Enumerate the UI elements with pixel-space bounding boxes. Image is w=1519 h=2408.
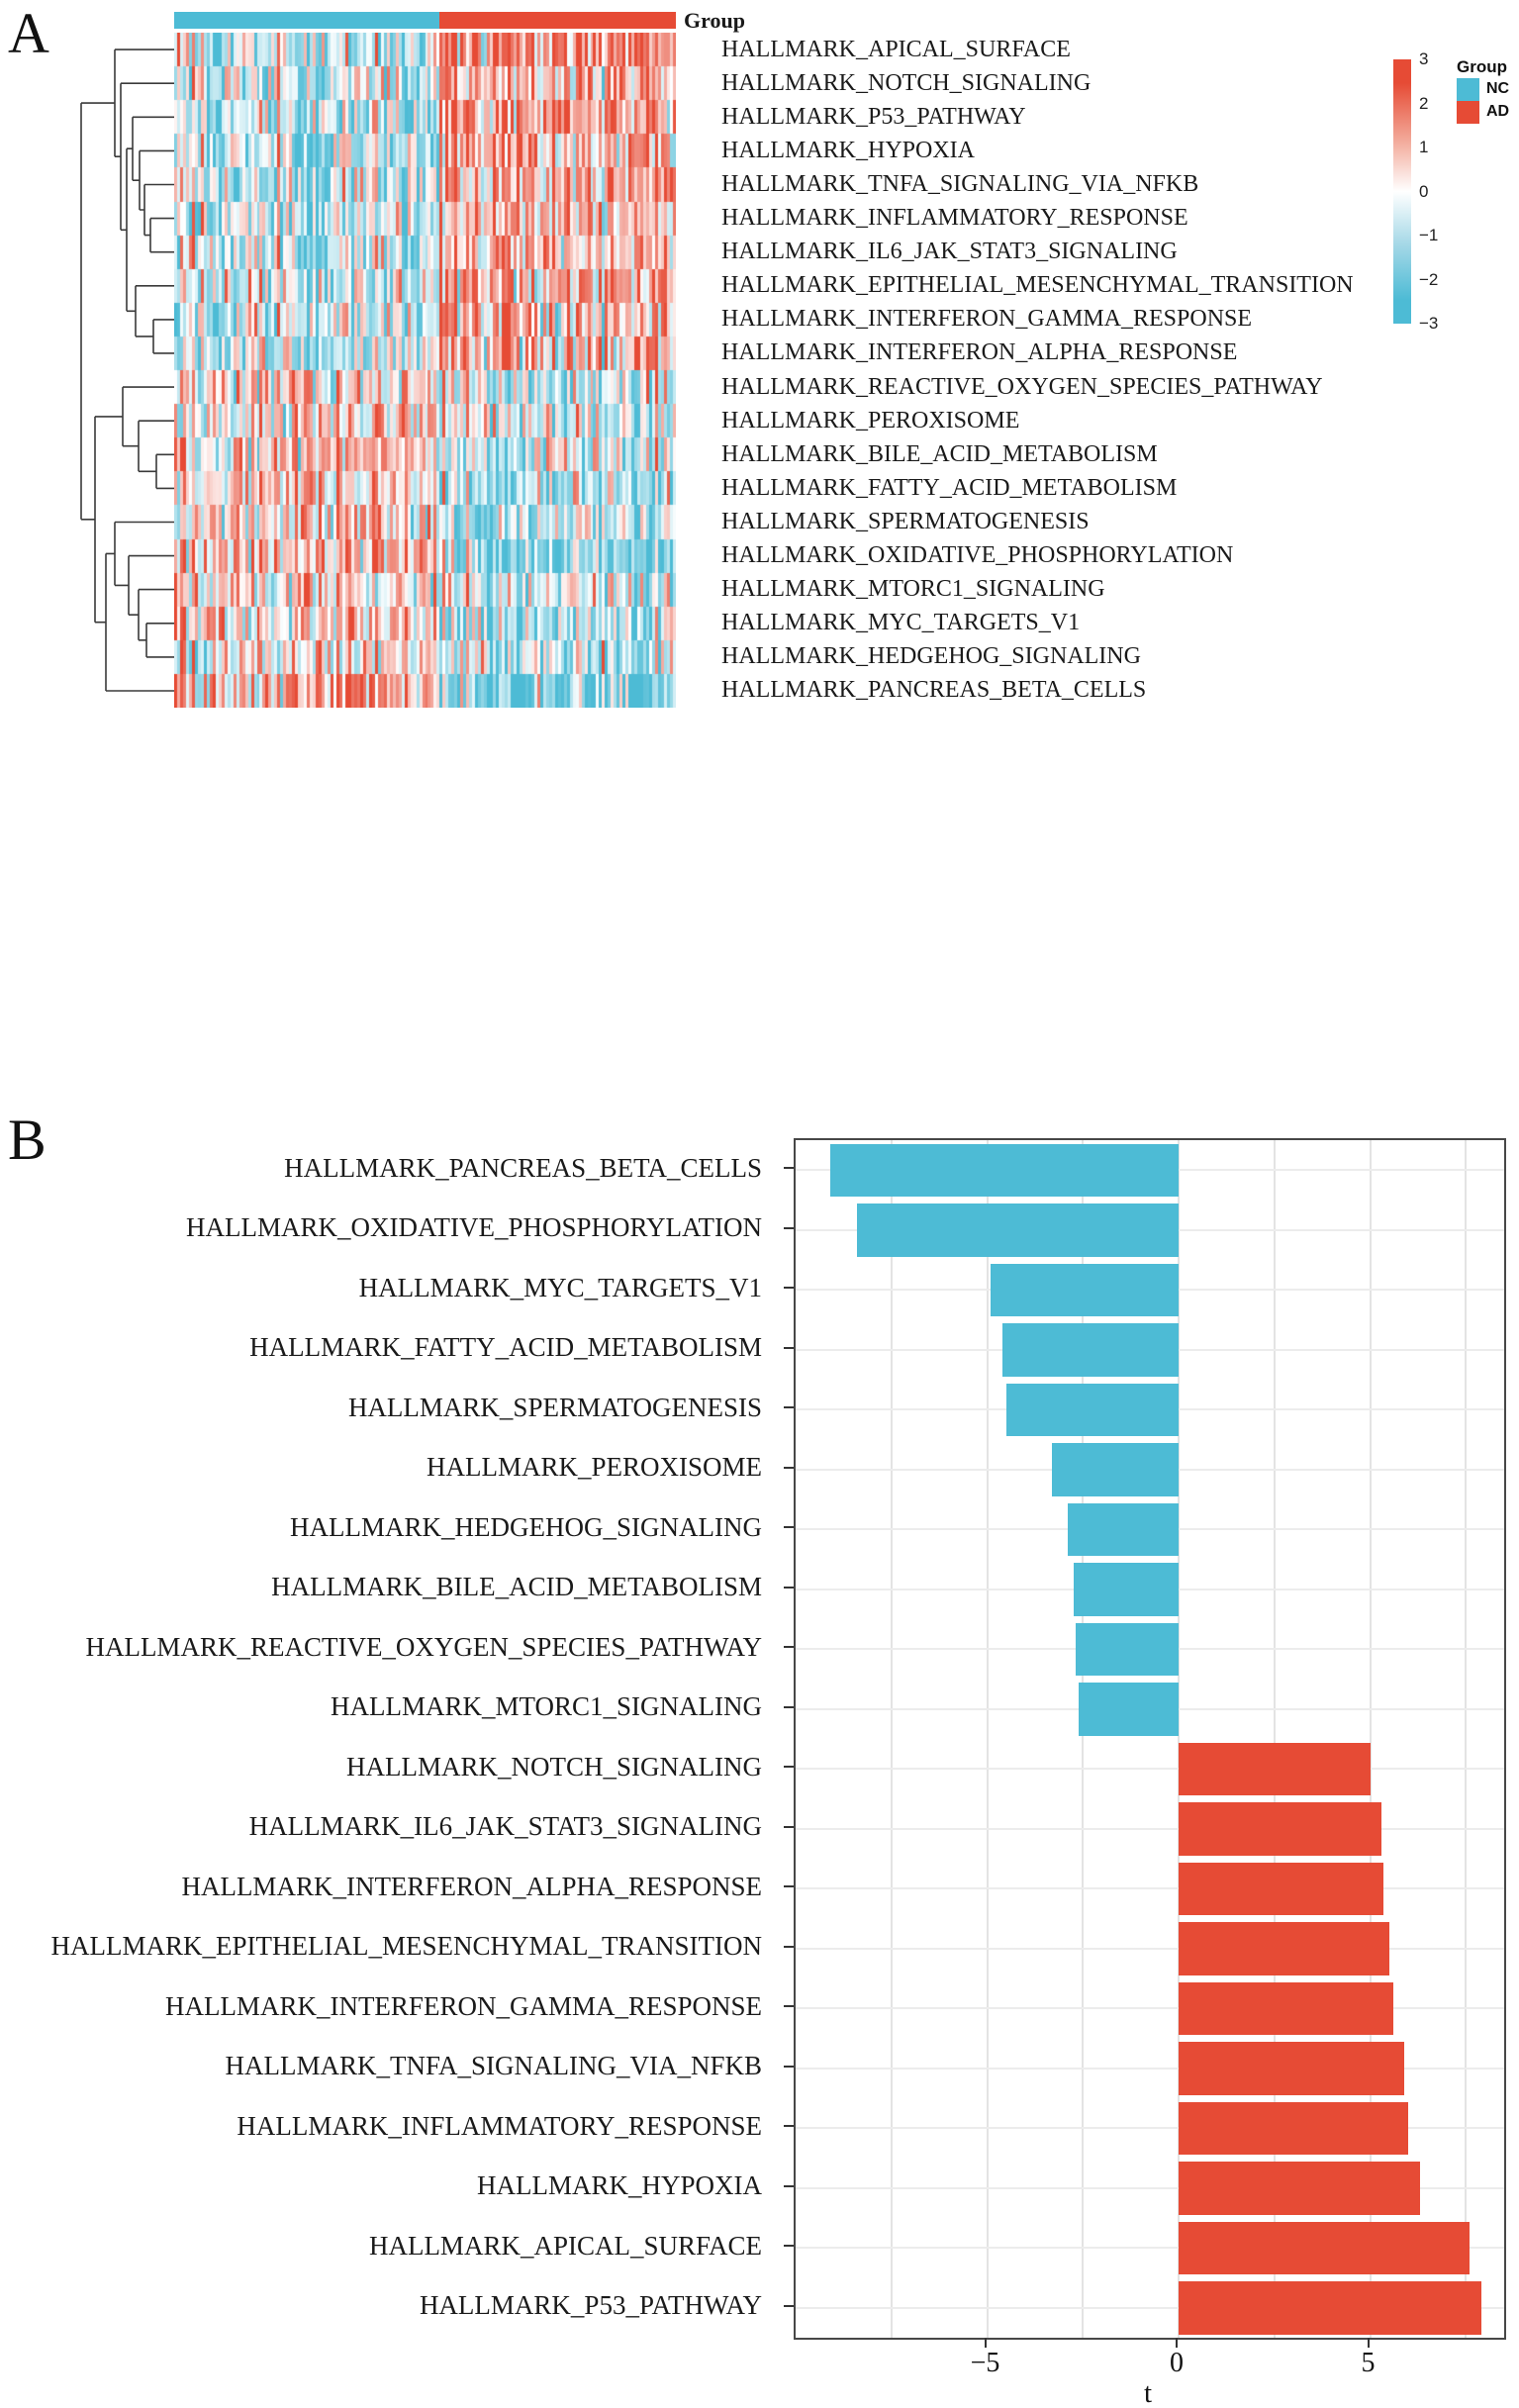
y-tick-mark <box>784 1587 794 1589</box>
annotation-title: Group <box>684 8 745 33</box>
bar-category-label: HALLMARK_PANCREAS_BETA_CELLS <box>284 1152 762 1183</box>
bar-category-label: HALLMARK_REACTIVE_OXYGEN_SPECIES_PATHWAY <box>85 1631 762 1662</box>
y-tick-mark <box>784 2066 794 2068</box>
bar-negative <box>1074 1563 1179 1616</box>
bar-category-label: HALLMARK_IL6_JAK_STAT3_SIGNALING <box>248 1811 762 1842</box>
bar-category-label: HALLMARK_P53_PATHWAY <box>419 2290 762 2321</box>
bar-category-label: HALLMARK_MTORC1_SIGNALING <box>330 1691 762 1722</box>
heatmap-row-label: HALLMARK_INTERFERON_ALPHA_RESPONSE <box>721 339 1238 366</box>
y-tick-mark <box>784 1167 794 1169</box>
bar-category-label: HALLMARK_SPERMATOGENESIS <box>347 1392 762 1422</box>
colorbar-tick-label: −2 <box>1419 269 1439 289</box>
x-tick-label: 0 <box>1170 2348 1185 2378</box>
x-tick-mark <box>1368 2338 1370 2348</box>
h-gridline <box>796 1768 1504 1770</box>
colorbar-tick-label: 1 <box>1419 138 1429 156</box>
heatmap-canvas <box>174 33 676 708</box>
bar-category-label: HALLMARK_MYC_TARGETS_V1 <box>358 1272 762 1302</box>
y-tick-mark <box>784 2305 794 2307</box>
bar-category-label: HALLMARK_HYPOXIA <box>477 2170 762 2201</box>
heatmap-row-label: HALLMARK_INTERFERON_GAMMA_RESPONSE <box>721 306 1253 333</box>
bar-positive <box>1179 2222 1470 2275</box>
bar-category-label: HALLMARK_PEROXISOME <box>426 1452 762 1483</box>
heatmap-row-label: HALLMARK_PANCREAS_BETA_CELLS <box>721 677 1147 704</box>
v-gridline <box>1465 1140 1467 2338</box>
heatmap-row-label: HALLMARK_P53_PATHWAY <box>721 103 1026 130</box>
heatmap-row-label: HALLMARK_IL6_JAK_STAT3_SIGNALING <box>721 239 1178 265</box>
y-tick-mark <box>784 1526 794 1528</box>
heatmap-row-label: HALLMARK_INFLAMMATORY_RESPONSE <box>721 205 1188 232</box>
bar-category-label: HALLMARK_BILE_ACID_METABOLISM <box>271 1572 762 1602</box>
bar-negative <box>991 1264 1179 1317</box>
y-tick-mark <box>784 1706 794 1708</box>
y-tick-mark <box>784 1946 794 1948</box>
bar-category-label: HALLMARK_OXIDATIVE_PHOSPHORYLATION <box>185 1212 762 1243</box>
h-gridline <box>796 1948 1504 1950</box>
bar-positive <box>1179 2162 1420 2215</box>
x-tick-mark <box>1176 2338 1178 2348</box>
row-dendrogram <box>40 33 174 708</box>
heatmap-row-label: HALLMARK_SPERMATOGENESIS <box>721 508 1090 534</box>
colorbar-tick-label: 2 <box>1419 93 1429 113</box>
heatmap-row-label: HALLMARK_EPITHELIAL_MESENCHYMAL_TRANSITION <box>721 272 1354 299</box>
bar-category-label: HALLMARK_FATTY_ACID_METABOLISM <box>249 1332 762 1363</box>
bar-negative <box>1076 1623 1179 1677</box>
colorbar-tick-label: 3 <box>1419 49 1429 68</box>
bar-negative <box>857 1204 1179 1257</box>
v-gridline <box>1082 1140 1084 2338</box>
bar-category-label: HALLMARK_NOTCH_SIGNALING <box>346 1751 762 1782</box>
legend-swatch-ad <box>1457 101 1479 124</box>
y-tick-mark <box>784 1227 794 1229</box>
bar-positive <box>1179 1982 1393 2036</box>
x-axis-title: t <box>1143 2377 1153 2408</box>
heatmap-row-label: HALLMARK_TNFA_SIGNALING_VIA_NFKB <box>721 170 1199 197</box>
group-legend-title: Group <box>1457 57 1507 76</box>
colorbar-tick-label: 0 <box>1419 181 1429 201</box>
y-tick-mark <box>784 1885 794 1887</box>
heatmap-row-label: HALLMARK_MTORC1_SIGNALING <box>721 576 1105 603</box>
heatmap-row-label: HALLMARK_FATTY_ACID_METABOLISM <box>721 474 1178 501</box>
y-tick-mark <box>784 1287 794 1289</box>
h-gridline <box>796 1828 1504 1830</box>
y-tick-mark <box>784 1347 794 1349</box>
bar-category-label: HALLMARK_INFLAMMATORY_RESPONSE <box>237 2110 762 2141</box>
colorbar-tick-label: −3 <box>1419 314 1439 333</box>
bar-category-label: HALLMARK_INTERFERON_ALPHA_RESPONSE <box>181 1871 762 1901</box>
legend-label-nc: NC <box>1486 80 1510 97</box>
colorbar <box>1393 59 1411 324</box>
v-gridline <box>1370 1140 1372 2338</box>
bar-positive <box>1179 2042 1404 2095</box>
bar-category-label: HALLMARK_EPITHELIAL_MESENCHYMAL_TRANSITION <box>50 1931 762 1962</box>
y-tick-mark <box>784 1766 794 1768</box>
y-tick-mark <box>784 1406 794 1408</box>
h-gridline <box>796 1887 1504 1889</box>
bar-negative <box>1002 1323 1179 1377</box>
bar-plot-area <box>794 1138 1506 2340</box>
x-tick-label: −5 <box>970 2348 1000 2378</box>
annotation-segment-ad <box>439 12 676 29</box>
x-tick-label: 5 <box>1361 2348 1376 2378</box>
bar-negative <box>1079 1683 1179 1736</box>
v-gridline <box>1274 1140 1276 2338</box>
y-tick-mark <box>784 2125 794 2127</box>
h-gridline <box>796 2007 1504 2009</box>
bar-category-label: HALLMARK_TNFA_SIGNALING_VIA_NFKB <box>225 2051 762 2081</box>
legend-swatch-nc <box>1457 78 1479 101</box>
bar-positive <box>1179 2102 1408 2156</box>
heatmap-row-label: HALLMARK_HEDGEHOG_SIGNALING <box>721 643 1141 670</box>
y-tick-mark <box>784 1467 794 1469</box>
panel-a-letter: A <box>8 1 49 65</box>
heatmap-row-label: HALLMARK_BILE_ACID_METABOLISM <box>721 440 1158 467</box>
y-tick-mark <box>784 2245 794 2247</box>
group-annotation-bar <box>174 12 676 29</box>
bar-positive <box>1179 1743 1371 1796</box>
colorbar-tick-label: −1 <box>1419 226 1439 244</box>
heatmap-row-label: HALLMARK_HYPOXIA <box>721 137 975 163</box>
heatmap-row-label: HALLMARK_APICAL_SURFACE <box>721 36 1071 62</box>
panel-b-letter: B <box>8 1108 47 1172</box>
heatmap-row-label: HALLMARK_OXIDATIVE_PHOSPHORYLATION <box>721 542 1234 569</box>
dendrogram-path <box>81 49 174 691</box>
bar-positive <box>1179 1802 1381 1856</box>
heatmap-row-label: HALLMARK_REACTIVE_OXYGEN_SPECIES_PATHWAY <box>721 373 1323 400</box>
bar-positive <box>1179 1922 1389 1975</box>
bar-positive <box>1179 2281 1481 2335</box>
bar-category-label: HALLMARK_INTERFERON_GAMMA_RESPONSE <box>164 1990 762 2021</box>
y-tick-mark <box>784 2005 794 2007</box>
legend-label-ad: AD <box>1486 103 1510 120</box>
x-tick-mark <box>985 2338 987 2348</box>
y-tick-mark <box>784 1646 794 1648</box>
y-tick-mark <box>784 1826 794 1828</box>
y-tick-mark <box>784 2185 794 2187</box>
v-gridline <box>987 1140 989 2338</box>
bar-positive <box>1179 1863 1383 1916</box>
bar-category-label: HALLMARK_APICAL_SURFACE <box>368 2230 762 2261</box>
bar-category-label: HALLMARK_HEDGEHOG_SIGNALING <box>290 1511 762 1542</box>
heatmap-row-label: HALLMARK_NOTCH_SIGNALING <box>721 69 1092 96</box>
bar-negative <box>1006 1384 1179 1437</box>
bar-negative <box>1068 1503 1179 1557</box>
bar-negative <box>1052 1443 1179 1496</box>
annotation-segment-nc <box>174 12 439 29</box>
heatmap-row-label: HALLMARK_PEROXISOME <box>721 407 1020 433</box>
v-gridline <box>1178 1140 1180 2338</box>
heatmap-row-label: HALLMARK_MYC_TARGETS_V1 <box>721 610 1081 636</box>
v-gridline <box>891 1140 893 2338</box>
bar-negative <box>830 1144 1179 1198</box>
